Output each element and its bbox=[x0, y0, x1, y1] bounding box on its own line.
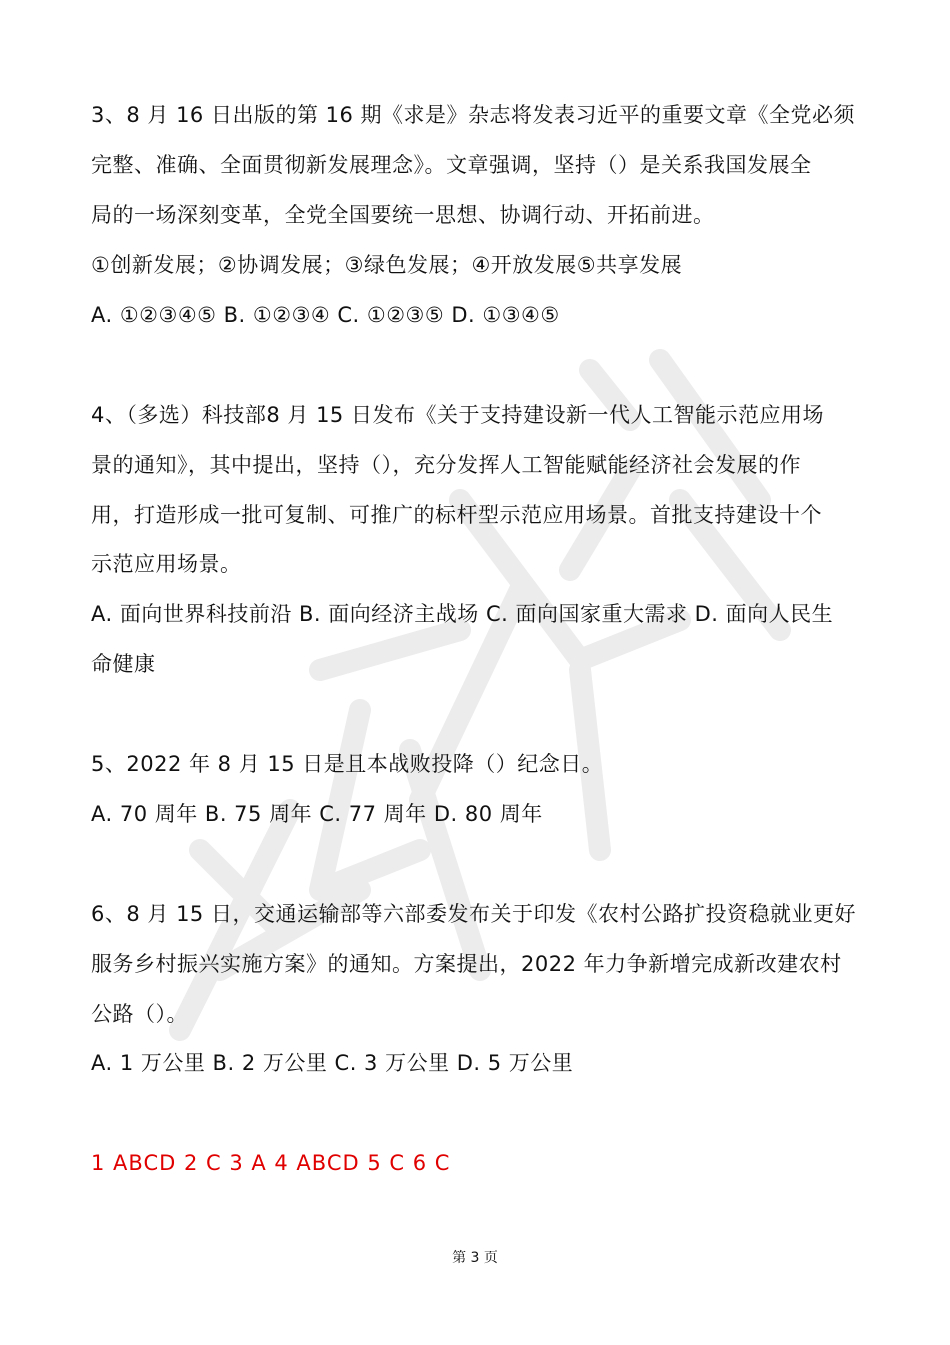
question-6-line-2: 服务乡村振兴实施方案》的通知。方案提出，2022 年力争新增完成新改建农村 bbox=[91, 952, 842, 976]
question-4-line-1: 4、（多选）科技部8 月 15 日发布《关于支持建设新一代人工智能示范应用场 bbox=[91, 403, 824, 427]
question-3-items: ①创新发展；②协调发展；③绿色发展；④开放发展⑤共享发展 bbox=[91, 253, 683, 277]
page-number: 第 3 页 bbox=[452, 1250, 498, 1266]
question-5-line-1: 5、2022 年 8 月 15 日是且本战败投降（）纪念日。 bbox=[91, 752, 604, 776]
answer-key: 1 ABCD 2 C 3 A 4 ABCD 5 C 6 C bbox=[91, 1151, 451, 1175]
question-3-line-1: 3、8 月 16 日出版的第 16 期《求是》杂志将发表习近平的重要文章《全党必须 bbox=[91, 103, 856, 127]
question-4-line-3: 用，打造形成一批可复制、可推广的标杆型示范应用场景。首批支持建设十个 bbox=[91, 503, 822, 527]
question-5-options: A. 70 周年 B. 75 周年 C. 77 周年 D. 80 周年 bbox=[91, 802, 543, 826]
watermark-graphic bbox=[160, 330, 800, 1050]
question-3-line-2: 完整、准确、全面贯彻新发展理念》。文章强调，坚持（）是关系我国发展全 bbox=[91, 153, 812, 177]
question-4-line-2: 景的通知》，其中提出，坚持（），充分发挥人工智能赋能经济社会发展的作 bbox=[91, 453, 801, 477]
question-3-line-3: 局的一场深刻变革，全党全国要统一思想、协调行动、开拓前进。 bbox=[91, 203, 715, 227]
question-6-line-3: 公路（）。 bbox=[91, 1002, 188, 1026]
question-3-options: A. ①②③④⑤ B. ①②③④ C. ①②③⑤ D. ①③④⑤ bbox=[91, 303, 560, 327]
question-4-line-4: 示范应用场景。 bbox=[91, 552, 242, 576]
question-4-options-cont: 命健康 bbox=[91, 652, 156, 676]
question-6-options: A. 1 万公里 B. 2 万公里 C. 3 万公里 D. 5 万公里 bbox=[91, 1051, 574, 1075]
question-6-line-1: 6、8 月 15 日，交通运输部等六部委发布关于印发《农村公路扩投资稳就业更好 bbox=[91, 902, 856, 926]
question-4-options: A. 面向世界科技前沿 B. 面向经济主战场 C. 面向国家重大需求 D. 面向人民生 bbox=[91, 602, 834, 626]
